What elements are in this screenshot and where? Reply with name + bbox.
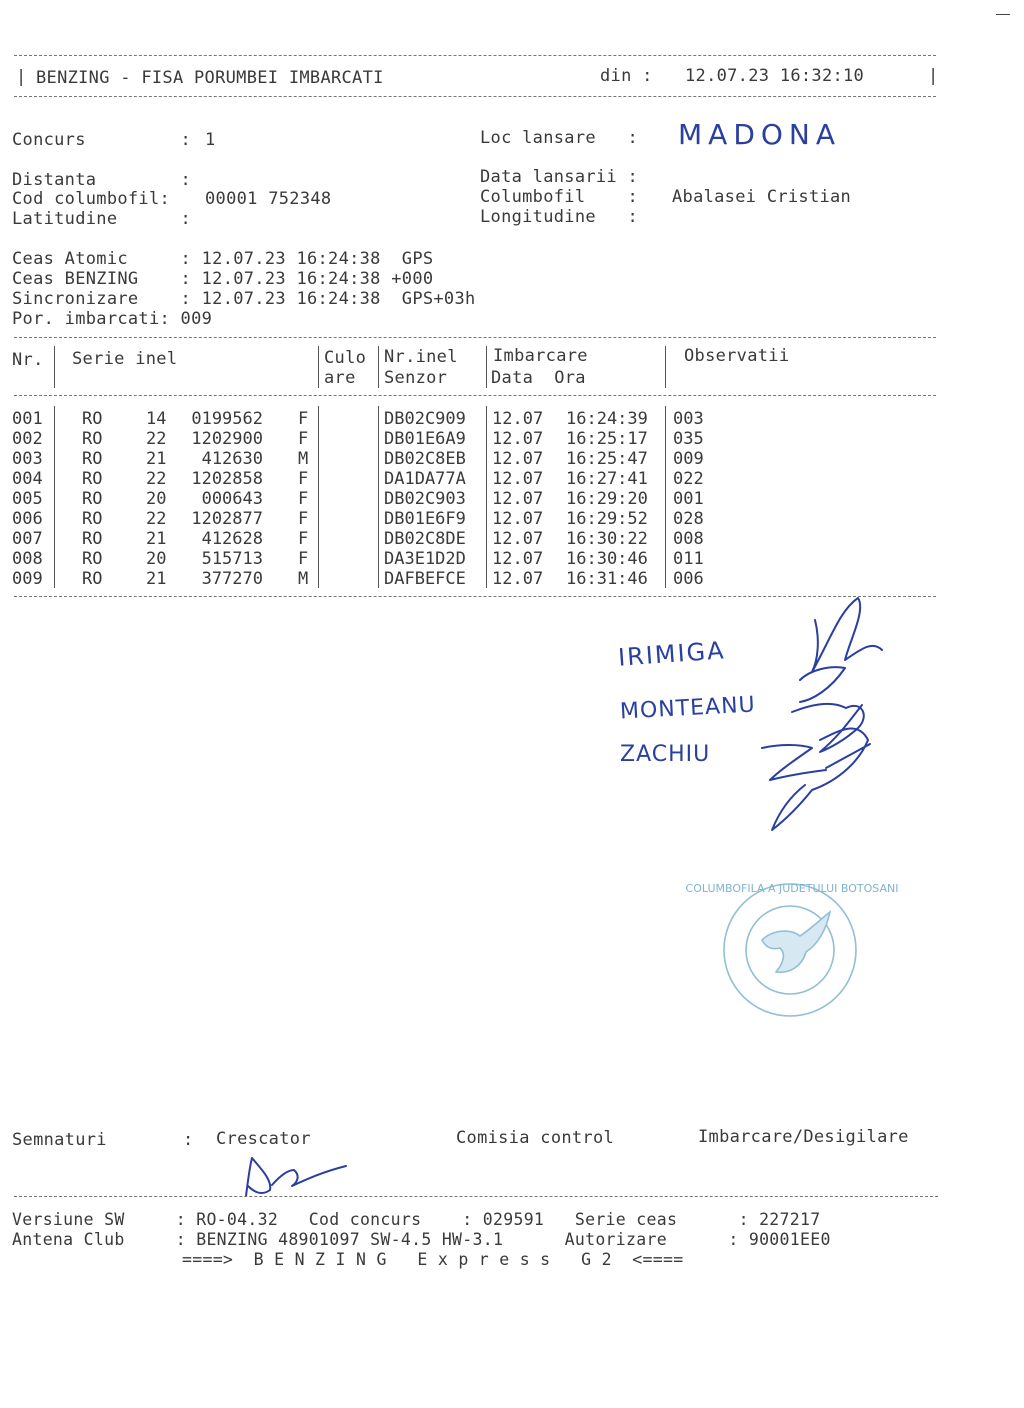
row-ring-number: 0199562: [191, 409, 263, 429]
signature-zachiu: [762, 728, 870, 830]
header-title: BENZING - FISA PORUMBEI IMBARCATI: [36, 68, 384, 88]
row-observatii: 001: [673, 489, 704, 509]
header-din-label: din :: [600, 66, 653, 86]
row-year: 21: [146, 449, 167, 469]
row-sex: F: [298, 429, 309, 449]
row-country: RO: [82, 469, 103, 489]
data-lansarii-label: Data lansarii :: [480, 167, 639, 187]
row-sensor: DA1DA77A: [384, 469, 466, 489]
row-time: 16:27:41: [566, 469, 648, 489]
row-ring-number: 1202877: [191, 509, 263, 529]
semnaturi-colon: :: [183, 1130, 194, 1150]
row-sensor: DB02C8DE: [384, 529, 466, 549]
row-date: 12.07: [492, 469, 544, 489]
col-header-inel-1: Nr.inel: [384, 347, 458, 367]
row-date: 12.07: [492, 489, 544, 509]
concurs-value: 1: [205, 130, 216, 150]
row-ring-number: 1202900: [191, 429, 263, 449]
row-sex: F: [298, 549, 309, 569]
row-date: 12.07: [492, 409, 544, 429]
row-year: 22: [146, 429, 167, 449]
row-date: 12.07: [492, 449, 544, 469]
row-ring-number: 000643: [201, 489, 263, 509]
row-observatii: 003: [673, 409, 704, 429]
row-ring-number: 1202858: [191, 469, 263, 489]
stamp: [724, 884, 856, 1016]
row-nr: 008: [12, 549, 43, 569]
row-sensor: DB01E6A9: [384, 429, 466, 449]
row-nr: 007: [12, 529, 43, 549]
row-country: RO: [82, 429, 103, 449]
loc-lansare-value: MADONA: [678, 118, 842, 151]
row-sensor: DB02C8EB: [384, 449, 466, 469]
signature-irimiga: [800, 598, 882, 702]
row-year: 14: [146, 409, 167, 429]
header-right-bar: |: [928, 66, 939, 86]
col-header-culoare-1: Culo: [324, 348, 367, 368]
row-nr: 003: [12, 449, 43, 469]
row-sex: F: [298, 489, 309, 509]
row-nr: 005: [12, 489, 43, 509]
row-year: 20: [146, 549, 167, 569]
row-time: 16:25:17: [566, 429, 648, 449]
row-date: 12.07: [492, 509, 544, 529]
row-observatii: 035: [673, 429, 704, 449]
distanta-label: Distanta :: [12, 170, 192, 190]
row-nr: 004: [12, 469, 43, 489]
imbarcare-desigilare-label: Imbarcare/Desigilare: [698, 1127, 909, 1147]
row-sensor: DAFBEFCE: [384, 569, 466, 589]
col-header-culoare-2: are: [324, 368, 356, 388]
col-header-imbarcare-1: Imbarcare: [493, 346, 588, 366]
loc-lansare-label: Loc lansare :: [480, 128, 639, 148]
row-year: 22: [146, 469, 167, 489]
header-din-value: 12.07.23 16:32:10: [685, 66, 865, 86]
header-left-bar: |: [16, 67, 27, 87]
row-country: RO: [82, 449, 103, 469]
row-country: RO: [82, 409, 103, 429]
row-sex: F: [298, 509, 309, 529]
col-header-inel-2: Senzor: [384, 368, 448, 388]
row-observatii: 028: [673, 509, 704, 529]
row-sensor: DB01E6F9: [384, 509, 466, 529]
col-header-observatii: Observatii: [684, 346, 790, 366]
footer-antena-line: Antena Club : BENZING 48901097 SW-4.5 HW-3.1 Autorizare : 90001EE0: [12, 1230, 831, 1249]
row-observatii: 022: [673, 469, 704, 489]
row-sex: M: [298, 449, 309, 469]
col-header-serie: Serie inel: [72, 349, 178, 369]
handwritten-name-irimiga: IRIMIGA: [617, 636, 727, 672]
row-year: 20: [146, 489, 167, 509]
row-nr: 002: [12, 429, 43, 449]
latitudine-label: Latitudine :: [12, 209, 192, 229]
row-year: 21: [146, 569, 167, 589]
concurs-label: Concurs :: [12, 130, 192, 150]
stamp-text: COLUMBOFILA A JUDETULUI BOTOSANI: [685, 882, 899, 895]
col-header-imbarcare-2: Data Ora: [491, 368, 586, 388]
row-sensor: DB02C903: [384, 489, 466, 509]
row-ring-number: 377270: [201, 569, 263, 589]
sincronizare: Sincronizare : 12.07.23 16:24:38 GPS+03h: [12, 289, 476, 309]
row-country: RO: [82, 569, 103, 589]
row-observatii: 011: [673, 549, 704, 569]
col-header-nr: Nr.: [12, 350, 44, 370]
row-nr: 006: [12, 509, 43, 529]
handwritten-name-zachiu: ZACHIU: [620, 742, 711, 767]
row-ring-number: 515713: [201, 549, 263, 569]
ceas-atomic: Ceas Atomic : 12.07.23 16:24:38 GPS: [12, 249, 434, 269]
row-sex: F: [298, 529, 309, 549]
signature-crescator: [246, 1158, 346, 1196]
row-nr: 009: [12, 569, 43, 589]
row-sensor: DA3E1D2D: [384, 549, 466, 569]
row-sex: M: [298, 569, 309, 589]
row-date: 12.07: [492, 429, 544, 449]
footer-benzing-express: ====> B E N Z I N G E x p r e s s G 2 <====: [182, 1250, 684, 1269]
row-date: 12.07: [492, 569, 544, 589]
ceas-benzing: Ceas BENZING : 12.07.23 16:24:38 +000: [12, 269, 434, 289]
row-time: 16:29:52: [566, 509, 648, 529]
footer-versiune-line: Versiune SW : RO-04.32 Cod concurs : 029591 Serie ceas : 227217: [12, 1210, 821, 1229]
row-year: 21: [146, 529, 167, 549]
row-ring-number: 412630: [201, 449, 263, 469]
row-time: 16:24:39: [566, 409, 648, 429]
handwritten-name-monteanu: MONTEANU: [619, 692, 757, 725]
pigeon-icon: [762, 912, 830, 972]
row-observatii: 006: [673, 569, 704, 589]
row-nr: 001: [12, 409, 43, 429]
row-sex: F: [298, 409, 309, 429]
row-date: 12.07: [492, 549, 544, 569]
cod-columbofil-label: Cod columbofil:: [12, 189, 171, 209]
row-time: 16:30:22: [566, 529, 648, 549]
row-year: 22: [146, 509, 167, 529]
row-country: RO: [82, 549, 103, 569]
row-time: 16:30:46: [566, 549, 648, 569]
row-time: 16:25:47: [566, 449, 648, 469]
row-ring-number: 412628: [201, 529, 263, 549]
row-sensor: DB02C909: [384, 409, 466, 429]
cod-columbofil-value: 00001 752348: [205, 189, 332, 209]
row-time: 16:31:46: [566, 569, 648, 589]
columbofil-value: Abalasei Cristian: [672, 187, 852, 207]
longitudine-label: Longitudine :: [480, 207, 639, 227]
row-observatii: 008: [673, 529, 704, 549]
semnaturi-label: Semnaturi: [12, 1130, 107, 1150]
row-country: RO: [82, 529, 103, 549]
crescator-label: Crescator: [216, 1129, 311, 1149]
comisia-control-label: Comisia control: [456, 1128, 615, 1148]
row-date: 12.07: [492, 529, 544, 549]
por-imbarcati: Por. imbarcati: 009: [12, 309, 213, 329]
row-sex: F: [298, 469, 309, 489]
row-country: RO: [82, 509, 103, 529]
row-observatii: 009: [673, 449, 704, 469]
row-country: RO: [82, 489, 103, 509]
footer-rule: [14, 1196, 938, 1197]
columbofil-label: Columbofil :: [480, 187, 639, 207]
row-time: 16:29:20: [566, 489, 648, 509]
